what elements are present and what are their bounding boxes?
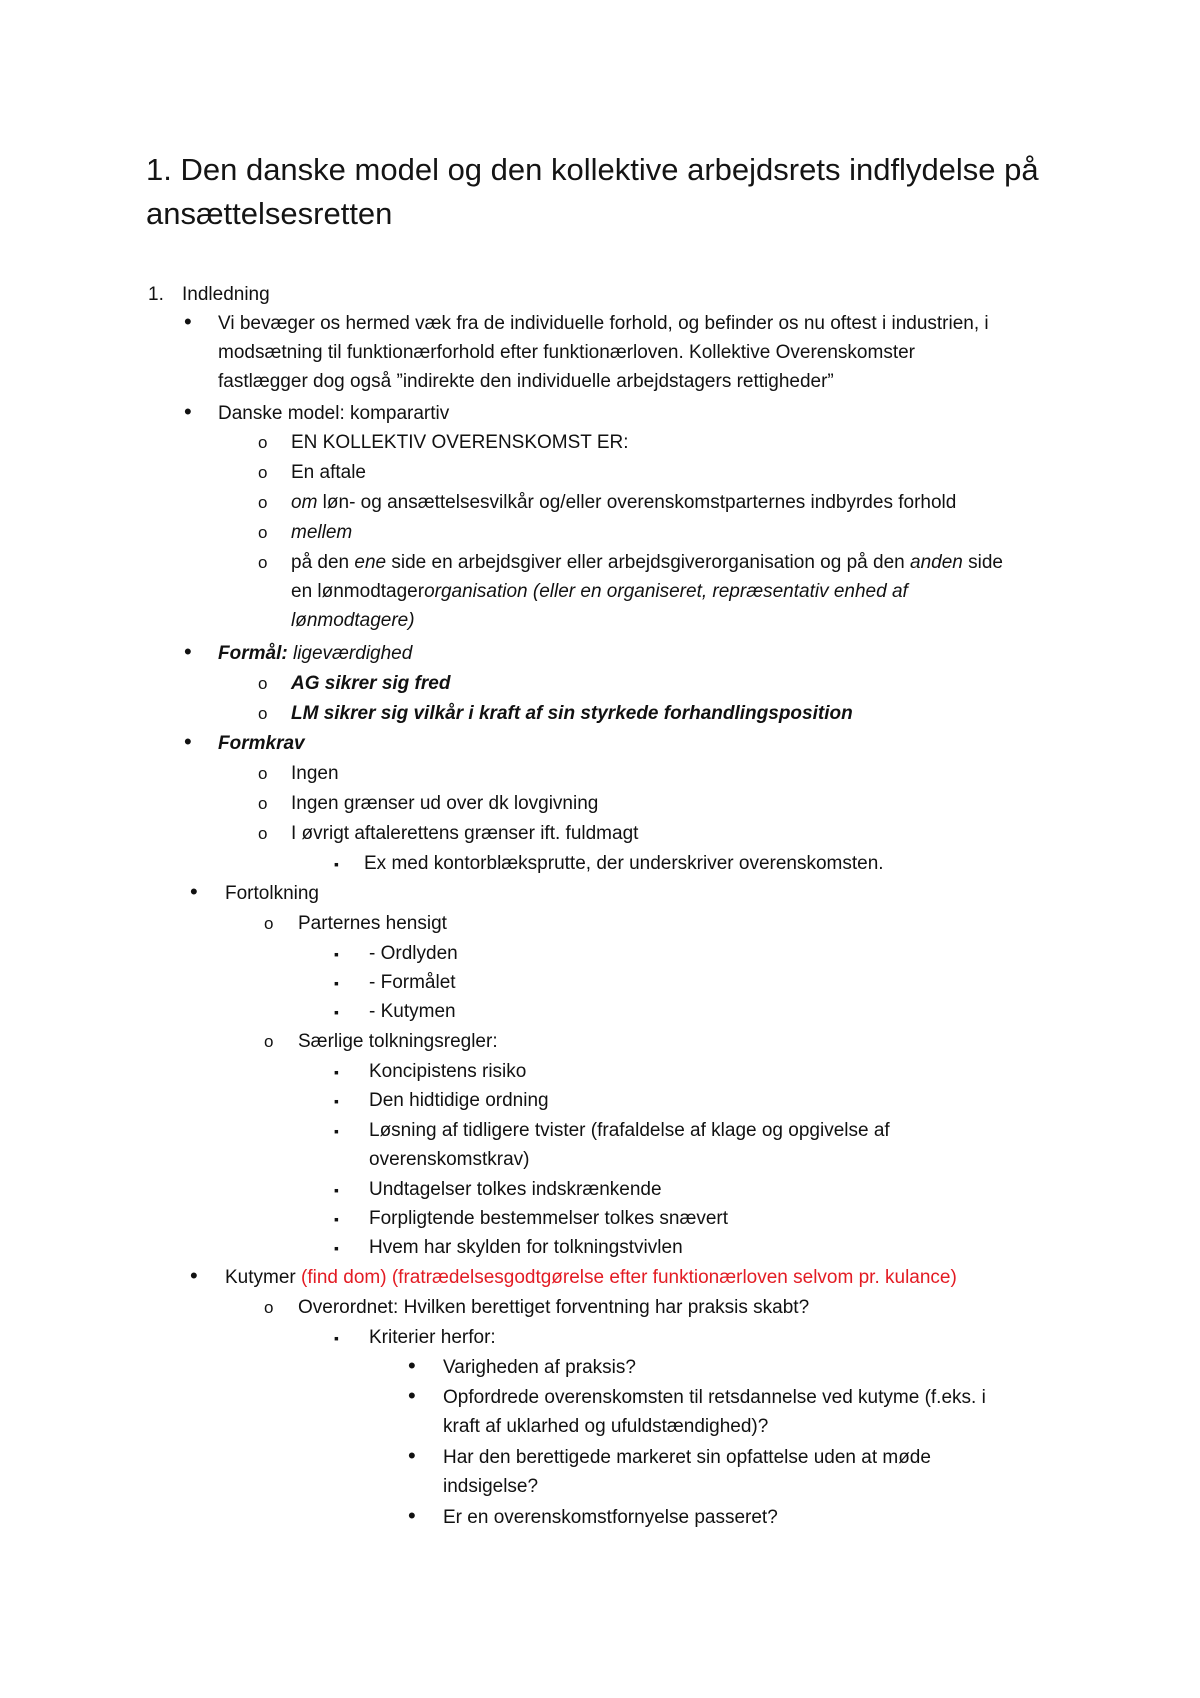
- bullet-icon: [190, 877, 198, 908]
- list-item: [291, 548, 1003, 577]
- italic-text: organisation (eller en organiseret, repræsentativ enhed af: [424, 581, 908, 602]
- list-item: Kriterier herfor:: [369, 1327, 496, 1348]
- list-item: [218, 639, 412, 668]
- highlight-text: (find dom) (fratrædelsesgodtgørelse efter funktionærloven selvom pr. kulance): [301, 1267, 957, 1288]
- list-item: Formkrav: [218, 733, 305, 754]
- list-item: Undtagelser tolkes indskrænkende: [369, 1179, 662, 1200]
- circle-bullet-icon: [258, 548, 267, 577]
- list-item: Forpligtende bestemmelser tolkes snævert: [369, 1208, 729, 1229]
- list-item-cont: modsætning til funktionærforhold efter funktionærloven. Kollektive Overenskomster: [218, 342, 915, 363]
- bold-text: Formål:: [218, 643, 288, 664]
- text: ligeværdighed: [287, 643, 413, 664]
- bullet-icon: [190, 1261, 198, 1292]
- list-item: AG sikrer sig fred: [291, 673, 451, 694]
- list-number: 1.: [148, 284, 164, 305]
- text: løn- og ansættelsesvilkår og/eller overenskomstparternes indbyrdes forhold: [317, 492, 957, 513]
- square-bullet-icon: [334, 1116, 339, 1146]
- list-item: I øvrigt aftalerettens grænser ift. fuldmagt: [291, 823, 639, 844]
- list-item: Er en overenskomstfornyelse passeret?: [443, 1507, 778, 1528]
- page-title: 1. Den danske model og den kollektive arbejdsrets indflydelse på ansættelsesretten: [146, 152, 1039, 231]
- square-bullet-icon: [334, 968, 339, 998]
- bullet-icon: [408, 1351, 416, 1382]
- bullet-icon: [184, 397, 192, 428]
- circle-bullet-icon: [258, 488, 267, 517]
- circle-bullet-icon: [258, 428, 267, 457]
- circle-bullet-icon: [258, 699, 267, 728]
- list-item-cont: overenskomstkrav): [369, 1149, 530, 1170]
- square-bullet-icon: [334, 997, 339, 1027]
- list-item: EN KOLLEKTIV OVERENSKOMST ER:: [291, 432, 629, 453]
- italic-text: ene: [354, 552, 387, 573]
- circle-bullet-icon: [264, 1293, 273, 1322]
- list-item: - Ordlyden: [369, 943, 458, 964]
- circle-bullet-icon: [258, 759, 267, 788]
- circle-bullet-icon: [264, 909, 273, 938]
- list-item: Varigheden af praksis?: [443, 1357, 636, 1378]
- bullet-icon: [408, 1441, 416, 1472]
- list-item: LM sikrer sig vilkår i kraft af sin styrkede forhandlingsposition: [291, 703, 853, 724]
- section-heading: Indledning: [182, 284, 270, 305]
- list-item: Koncipistens risiko: [369, 1061, 527, 1082]
- list-item: Særlige tolkningsregler:: [298, 1031, 498, 1052]
- list-item: Den hidtidige ordning: [369, 1090, 549, 1111]
- list-item: Parternes hensigt: [298, 913, 447, 934]
- text: en lønmodtager: [291, 581, 425, 602]
- bullet-icon: [184, 637, 192, 668]
- list-item: En aftale: [291, 462, 366, 483]
- list-item: - Kutymen: [369, 1001, 456, 1022]
- list-item: [225, 1263, 957, 1292]
- list-item-cont: [291, 577, 908, 606]
- list-item: Ingen grænser ud over dk lovgivning: [291, 793, 599, 814]
- list-item: Vi bevæger os hermed væk fra de individuelle forhold, og befinder os nu oftest i industrien, i: [218, 313, 989, 334]
- text: side: [962, 552, 1003, 573]
- circle-bullet-icon: [258, 458, 267, 487]
- list-item: Løsning af tidligere tvister (frafaldelse af klage og opgivelse af: [369, 1120, 890, 1141]
- list-item: Overordnet: Hvilken berettiget forventning har praksis skabt?: [298, 1297, 810, 1318]
- list-item: Hvem har skylden for tolkningstvivlen: [369, 1237, 683, 1258]
- square-bullet-icon: [334, 849, 339, 879]
- circle-bullet-icon: [264, 1027, 273, 1056]
- list-item: Danske model: komparartiv: [218, 403, 450, 424]
- list-item: Ex med kontorblæksprutte, der underskriver overenskomsten.: [364, 853, 884, 874]
- list-item: [291, 488, 956, 517]
- list-item: Opfordrede overenskomsten til retsdannelse ved kutyme (f.eks. i: [443, 1387, 986, 1408]
- square-bullet-icon: [334, 1086, 339, 1116]
- square-bullet-icon: [334, 1233, 339, 1263]
- circle-bullet-icon: [258, 669, 267, 698]
- text: Kutymer: [225, 1267, 302, 1288]
- text: side en arbejdsgiver eller arbejdsgiverorganisation og på den: [386, 552, 910, 573]
- square-bullet-icon: [334, 939, 339, 969]
- text: på den: [291, 552, 355, 573]
- square-bullet-icon: [334, 1323, 339, 1353]
- italic-text: anden: [910, 552, 963, 573]
- bullet-icon: [408, 1501, 416, 1532]
- list-item: mellem: [291, 522, 353, 543]
- circle-bullet-icon: [258, 789, 267, 818]
- list-item-cont: indsigelse?: [443, 1476, 539, 1497]
- list-item-cont: kraft af uklarhed og ufuldstændighed)?: [443, 1416, 769, 1437]
- list-item-cont: fastlægger dog også ”indirekte den individuelle arbejdstagers rettigheder”: [218, 371, 834, 392]
- list-item-cont: lønmodtagere): [291, 610, 415, 631]
- bullet-icon: [408, 1381, 416, 1412]
- square-bullet-icon: [334, 1057, 339, 1087]
- bullet-icon: [184, 727, 192, 758]
- square-bullet-icon: [334, 1175, 339, 1205]
- italic-text: om: [291, 492, 318, 513]
- list-item: - Formålet: [369, 972, 456, 993]
- list-item: Ingen: [291, 763, 339, 784]
- square-bullet-icon: [334, 1204, 339, 1234]
- list-item: Har den berettigede markeret sin opfattelse uden at møde: [443, 1447, 931, 1468]
- list-item: Fortolkning: [225, 883, 319, 904]
- circle-bullet-icon: [258, 518, 267, 547]
- bullet-icon: [184, 307, 192, 338]
- circle-bullet-icon: [258, 819, 267, 848]
